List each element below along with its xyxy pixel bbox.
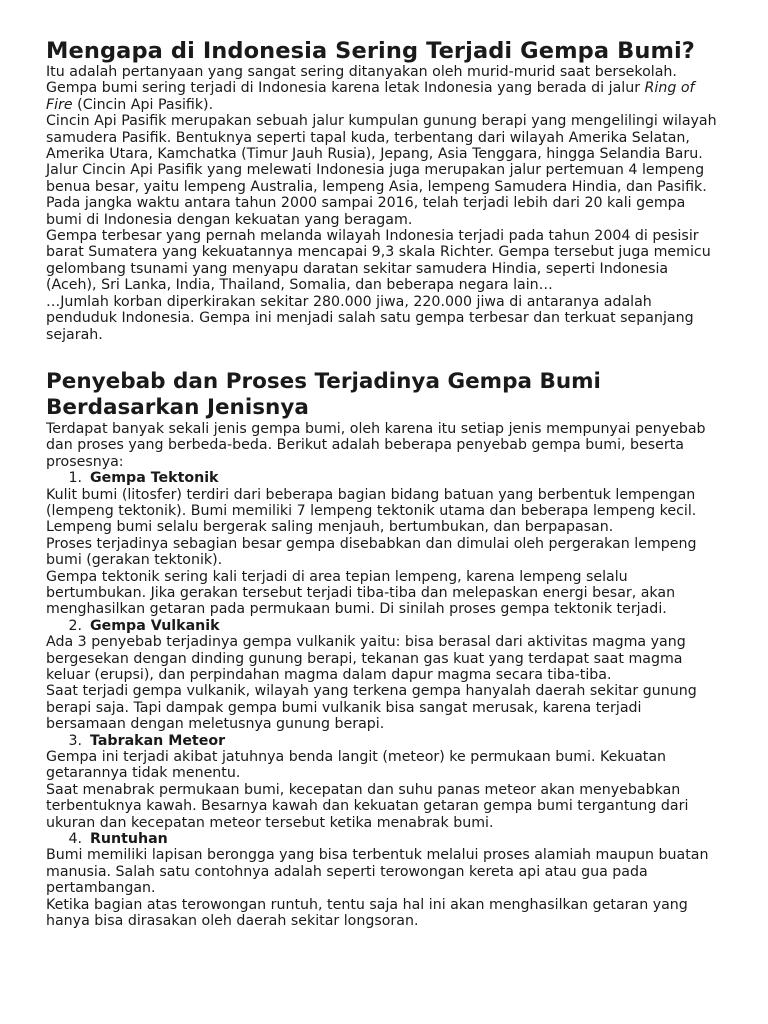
paragraph: Pada jangka waktu antara tahun 2000 sampai 2016, telah terjadi lebih dari 20 kali gempa bumi di Indonesia dengan kekuatan yang beragam. <box>46 195 686 228</box>
paragraph: Ada 3 penyebab terjadinya gempa vulkanik yaitu: bisa berasal dari aktivitas magma yang bergesekan dengan dinding gunung berapi, tekanan gas kuat yang terdapat saat magma keluar (erupsi), dan perpindahan magma dalam dapur magma secara tiba-tiba. <box>46 634 686 683</box>
italic-term: Ring of Fire <box>46 80 695 113</box>
paragraph: Gempa tektonik sering kali terjadi di area tepian lempeng, karena lempeng selalu bertumbukan. Jika gerakan tersebut terjadi tiba-tiba dan melepaskan energi besar, akan menghasilkan getaran pada permukaan bumi. Di sinilah proses gempa tektonik terjadi. <box>46 568 676 618</box>
paragraph: Saat menabrak permukaan bumi, kecepatan dan suhu panas meteor akan menyebabkan terbentuknya kawah. Besarnya kawah dan kekuatan getaran gempa bumi tergantung dari ukuran dan kecepatan meteor tersebut ketika menabrak bumi. <box>46 781 689 831</box>
list-number: 4. <box>68 831 82 848</box>
paragraph: Cincin Api Pasifik merupakan sebuah jalur kumpulan gunung berapi yang mengelilingi wilayah samudera Pasifik. Bentuknya seperti tapal kuda, terbentang dari wilayah Amerika Selatan, Amerika Utara, Kamchatka (Timur Jauh Rusia), Jepang, Asia Tenggara, hingga Selandia Baru. <box>46 113 717 163</box>
section-title-why-earthquakes: Mengapa di Indonesia Sering Terjadi Gempa Bumi? <box>46 38 695 64</box>
list-item-title: Tabrakan Meteor <box>90 732 226 749</box>
section-title-causes: Penyebab dan Proses Terjadinya Gempa Bumi Berdasarkan Jenisnya <box>46 368 601 420</box>
paragraph: …Jumlah korban diperkirakan sekitar 280.000 jiwa, 220.000 jiwa di antaranya adalah penduduk Indonesia. Gempa ini menjadi salah satu gempa terbesar dan terkuat sepanjang sejarah. <box>46 293 694 343</box>
list-item-title: Runtuhan <box>90 831 168 848</box>
paragraph: Ketika bagian atas terowongan runtuh, tentu saja hal ini akan menghasilkan getaran yang hanya bisa dirasakan oleh daerah sekitar longsoran. <box>46 896 688 930</box>
text-span: Gempa bumi sering terjadi di Indonesia karena letak Indonesia yang berada di jalur <box>46 80 645 97</box>
list-item-heading <box>46 831 722 847</box>
paragraph: Gempa ini terjadi akibat jatuhnya benda langit (meteor) ke permukaan bumi. Kekuatan getarannya tidak menentu. <box>46 749 667 782</box>
paragraph: Bumi memiliki lapisan berongga yang bisa terbentuk melalui proses alamiah maupun buatan manusia. Salah satu contohnya adalah seperti terowongan kereta api atau gua pada pertambangan. <box>46 847 709 897</box>
list-item-heading <box>46 618 722 634</box>
paragraph: Kulit bumi (litosfer) terdiri dari beberapa bagian bidang batuan yang berbentuk lempengan (lempeng tektonik). Bumi memiliki 7 lempeng tektonik utama dan beberapa lempeng kecil. Lempeng bumi selalu bergerak saling menjauh, bertumbukan, dan berpapasan. <box>46 486 697 536</box>
paragraph: Gempa terbesar yang pernah melanda wilayah Indonesia terjadi pada tahun 2004 di pesisir barat Sumatera yang kekuatannya mencapai 9,3 skala Richter. Gempa tersebut juga memicu gelombang tsunami yang menyapu daratan sekitar samudera Hindia, seperti Indonesia (Aceh), Sri Lanka, India, Thailand, Somalia, dan beberapa negara lain… <box>46 228 711 294</box>
list-item-title: Gempa Tektonik <box>90 470 219 487</box>
list-item-title: Gempa Vulkanik <box>90 617 220 634</box>
paragraph: Proses terjadinya sebagian besar gempa disebabkan dan dimulai oleh pergerakan lempeng bumi (gerakan tektonik). <box>46 535 697 569</box>
paragraph: Itu adalah pertanyaan yang sangat sering ditanyakan oleh murid-murid saat bersekolah. <box>46 64 677 80</box>
paragraph: Saat terjadi gempa vulkanik, wilayah yang terkena gempa hanyalah daerah sekitar gunung berapi saja. Tapi dampak gempa bumi vulkanik bisa sangat merusak, karena terjadi bersamaan dengan meletusnya gunung berapi. <box>46 683 697 733</box>
list-number: 1. <box>68 470 82 487</box>
list-number: 3. <box>68 732 82 749</box>
paragraph-ring-of-fire <box>46 80 722 113</box>
paragraph-intro: Terdapat banyak sekali jenis gempa bumi, oleh karena itu setiap jenis mempunyai penyebab dan proses yang berbeda-beda. Berikut adalah beberapa penyebab gempa bumi, beserta prosesnya: <box>46 420 706 470</box>
paragraph: Jalur Cincin Api Pasifik yang melewati Indonesia juga merupakan jalur pertemuan 4 lempeng benua besar, yaitu lempeng Australia, lempeng Asia, lempeng Samudera Hindia, dan Pasifik. <box>46 162 707 195</box>
list-item-heading <box>46 733 722 749</box>
list-item-heading <box>46 470 722 486</box>
list-number: 2. <box>68 617 82 634</box>
text-span: (Cincin Api Pasifik). <box>72 96 214 113</box>
